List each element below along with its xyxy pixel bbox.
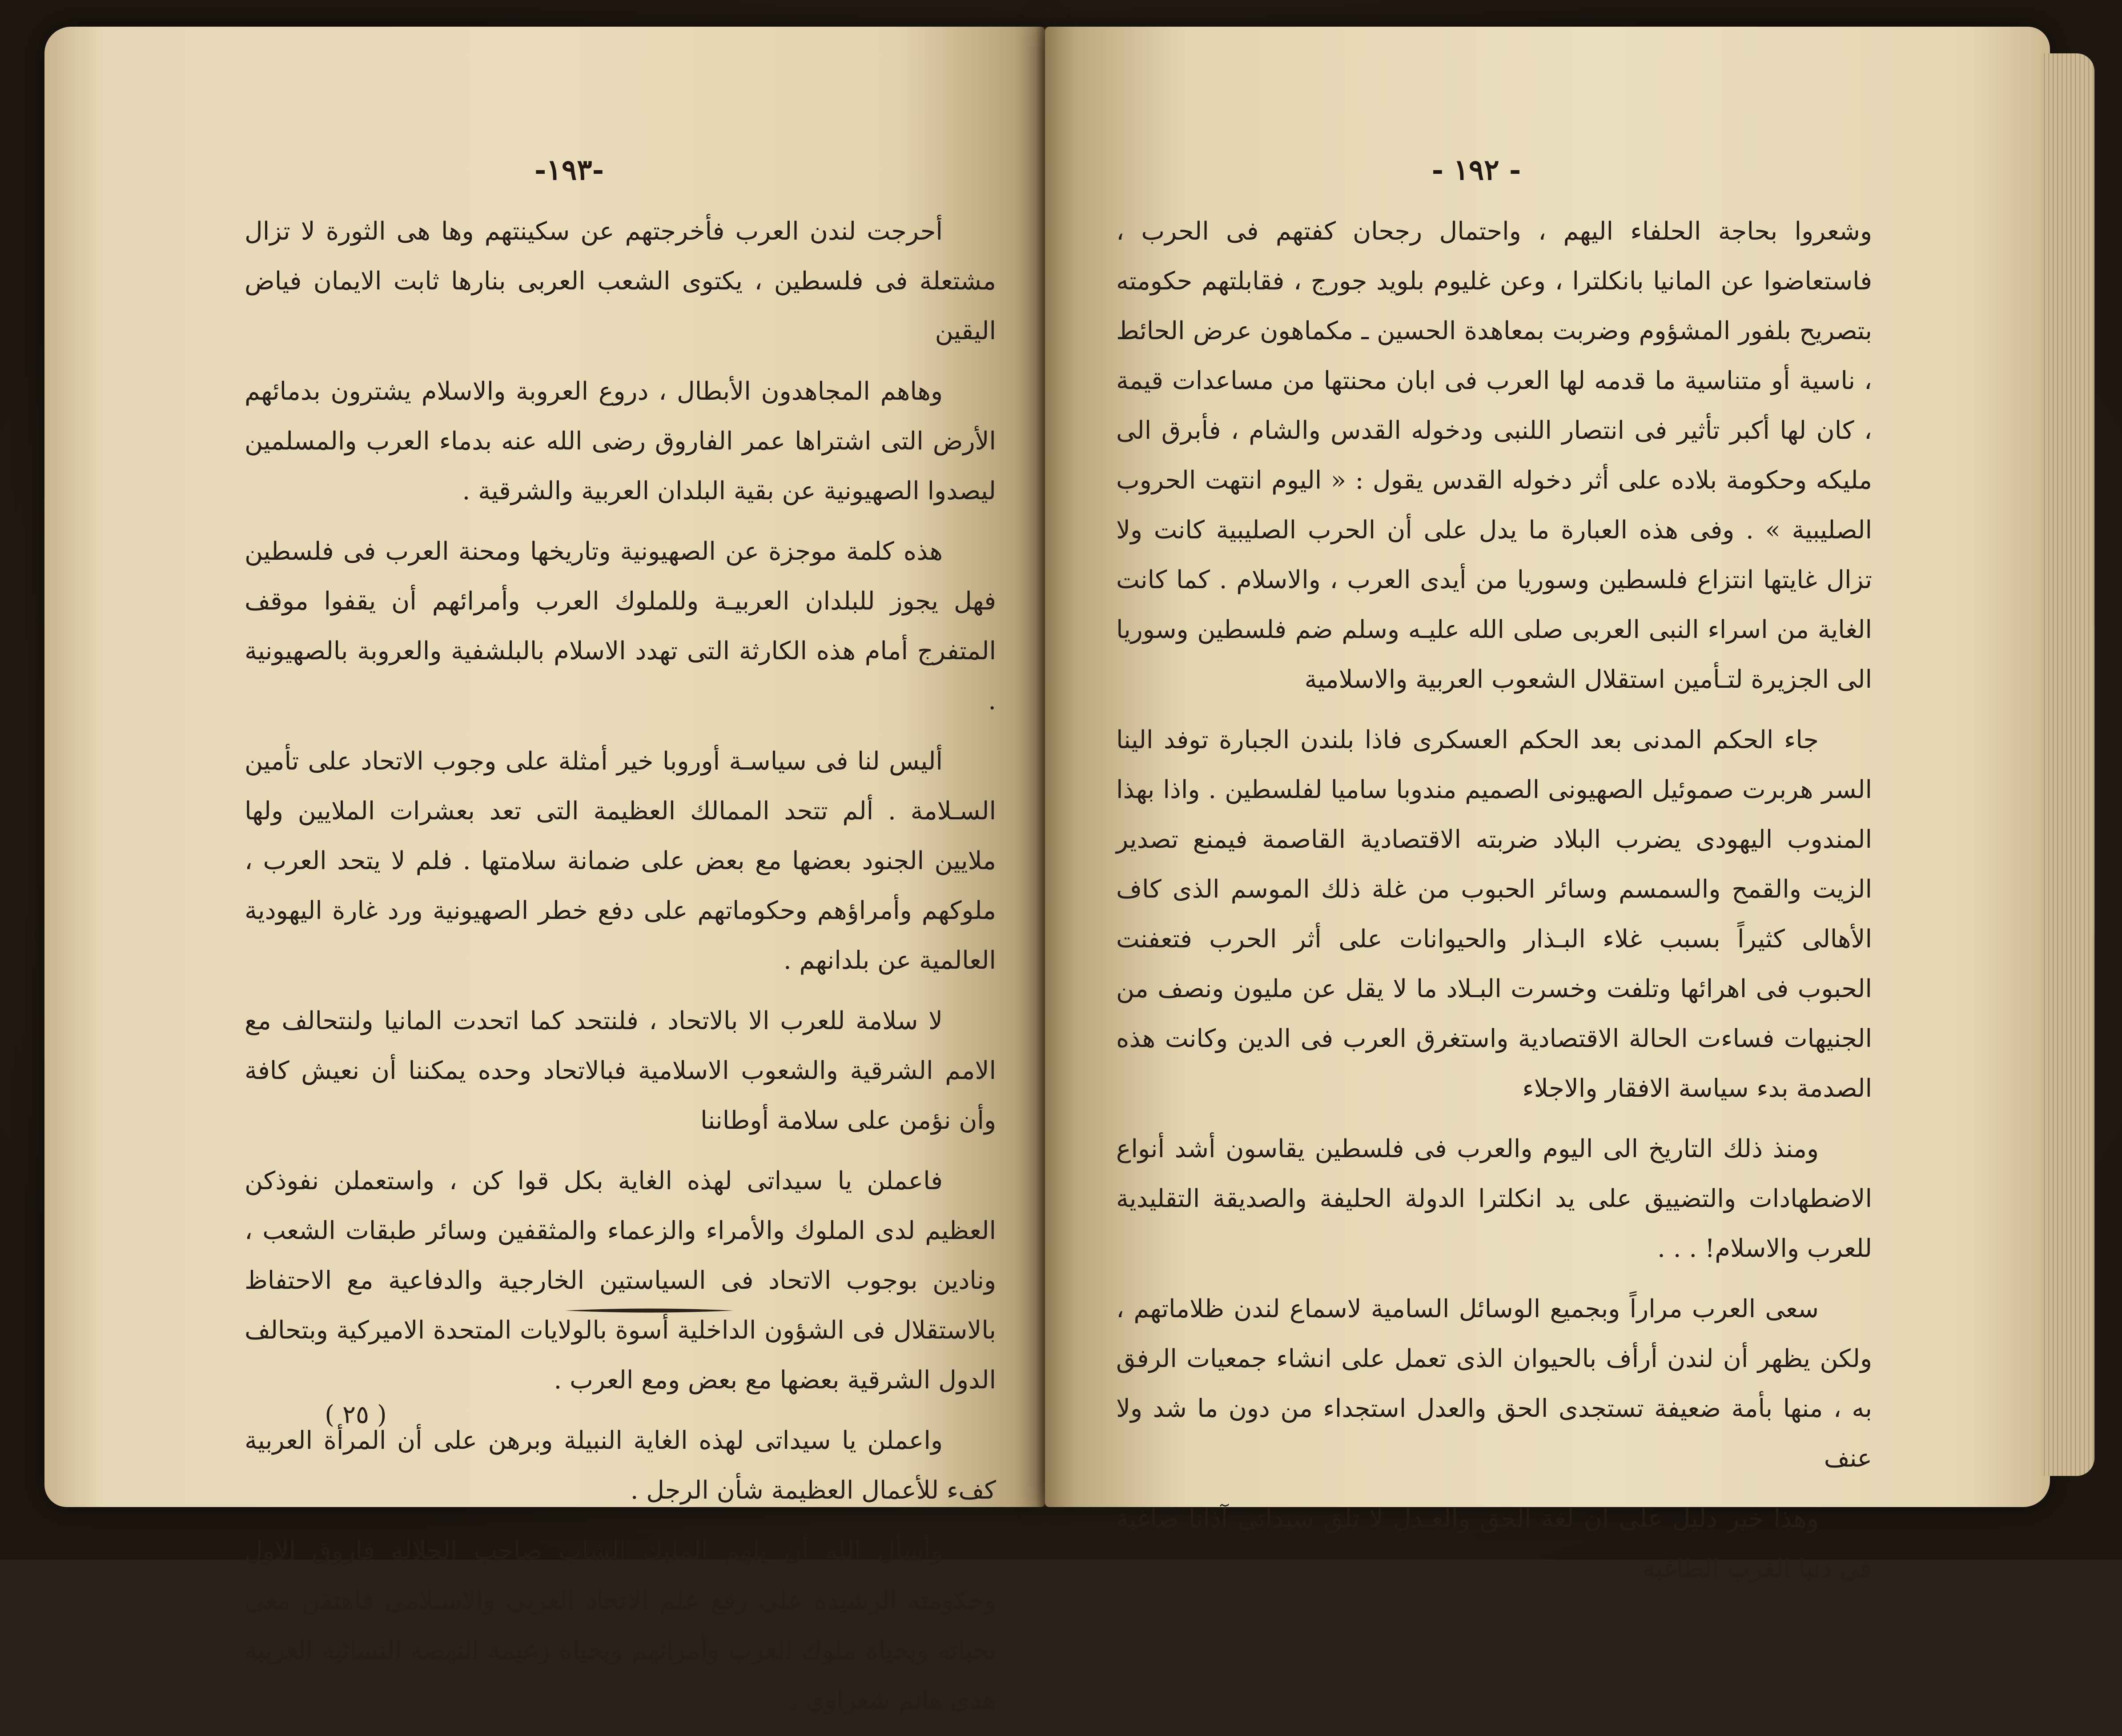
paragraph: هذه كلمة موجزة عن الصهيونية وتاريخها ومحنة العرب فى فلسطين فهل يجوز للبلدان العربيـة وللملوك العرب وأمرائهم أن يقفوا موقف المتفرج أمام هذه الكارثة التى تهدد الاسلام بالبلشفية والعروبة بالصهيونية .	[245, 537, 997, 715]
paragraph: ومنذ ذلك التاريخ الى اليوم والعرب فى فلسطين يقاسون أشد أنواع الاضطهادات والتضييق على يد انكلترا الدولة الحليفة والصديقة التقليدية للعرب والاسلام! . . .	[1116, 1135, 1872, 1263]
signature-mark: ( ٢٥ )	[325, 1400, 387, 1429]
paragraph: وأسأل الله أن يلهم المليك الشاب صاحب الجلالة فاروق الاول وحكومته الرشيدة على رفع علم الاتحاد العربى والاسـلامى فاهتفن معى بحياته وبحياة ملوك العرب وأمرائهم وبحياة زعيمة النهضة النسائية العربية هدى هانم شعراوى .	[245, 1536, 996, 1715]
paragraph: وهذا خير دليل على ان لغة الحق والعـدل لا تلق سيداتى آذانا صاغية فى دنيا الغرب الطاغية	[1116, 1504, 1872, 1583]
paragraph: وشعروا بحاجة الحلفاء اليهم ، واحتمال رجحان كفتهم فى الحرب ، فاستعاضوا عن المانيا بانكلترا ، وعن غليوم بلويد جورج ، فقابلتهم حكومته بتصريح بلفور المشؤوم وضربت بمعاهدة الحسين ـ مكماهون عرض الحائط ، ناسية أو متناسية ما قدمه لها العرب فى ابان محنتها من مساعدات قيمة ، كان لها أكبر تأثير فى انتصار اللنبى ودخوله القدس والشام ، فأبرق الى مليكه وحكومة بلاده على أثر دخوله القدس يقول : « اليوم انتهت الحروب الصليبية » . وفى هذه العبارة ما يدل على أن الحرب الصليبية كانت ولا تزال غايتها انتزاع فلسطين وسوريا من أيدى العرب ، والاسلام . كما كانت الغاية من اسراء النبى العربى صلى الله عليـه وسلم ضم فلسطين وسوريا الى الجزيرة لتـأمين استقلال الشعوب العربية والاسلامية	[1116, 217, 1872, 694]
paragraph: أليس لنا فى سياسـة أوروبا خير أمثلة على وجوب الاتحاد على تأمين السـلامة . ألم تتحد الممالك العظيمة التى تعد بعشرات الملايين ولها ملايين الجنود بعضها مع بعض على ضمانة سلامتها . فلم لا يتحد العرب ، ملوكهم وأمراؤهم وحكوماتهم على دفع خطر الصهيونية ورد غارة اليهودية العالمية عن بلدانهم .	[245, 747, 996, 975]
end-ornament	[565, 1307, 734, 1313]
paragraph: وهاهم المجاهدون الأبطال ، دروع العروبة والاسلام يشترون بدمائهم الأرض التى اشتراها عمر الفاروق رضى الله عنه بدماء العرب والمسلمين ليصدوا الصهيونية عن بقية البلدان العربية والشرقية .	[245, 377, 996, 505]
paragraph: واعملن يا سيداتى لهذه الغاية النبيلة وبرهن على أن المرأة العربية كفء للأعمال العظيمة شأن الرجل .	[245, 1426, 996, 1505]
page-edges	[2041, 53, 2094, 1476]
paragraph: سعى العرب مراراً وبجميع الوسائل السامية لاسماع لندن ظلاماتهم ، ولكن يظهر أن لندن أرأف بالحيوان الذى تعمل على انشاء جمعيات الرفق به ، منها بأمة ضعيفة تستجدى الحق والعدل استجداء من دون ما شد ولا عنف	[1116, 1295, 1872, 1473]
left-page-number: -١٩٣-	[534, 153, 604, 187]
paragraph: فاعملن يا سيداتى لهذه الغاية بكل قوا كن ، واستعملن نفوذكن العظيم لدى الملوك والأمراء والزعماء والمثقفين وسائر طبقات الشعب ، ونادين بوجوب الاتحاد فى السياستين الخارجية والدفاعية مع الاحتفاظ بالاستقلال فى الشؤون الداخلية أسوة بالولايات المتحدة الاميركية وبتحالف الدول الشرقية بعضها مع بعض ومع العرب .	[245, 1167, 996, 1395]
paragraph: أحرجت لندن العرب فأخرجتهم عن سكينتهم وها هى الثورة لا تزال مشتعلة فى فلسطين ، يكتوى الشعب العربى بنارها ثابت الايمان فياض اليقين	[245, 217, 996, 345]
right-page-number: - ١٩٢ -	[1431, 153, 1521, 187]
right-page-text	[1116, 207, 1872, 1604]
paragraph: لا سلامة للعرب الا بالاتحاد ، فلنتحد كما اتحدت المانيا ولنتحالف مع الامم الشرقية والشعوب الاسلامية فبالاتحاد وحده يمكننا أن نعيش كافة وأن نؤمن على سلامة أوطاننا	[245, 1006, 996, 1135]
paragraph: جاء الحكم المدنى بعد الحكم العسكرى فاذا بلندن الجبارة توفد الينا السر هربرت صموئيل الصهيونى الصميم مندوبا ساميا لفلسطين . واذا بهذا المندوب اليهودى يضرب البلاد ضربته الاقتصادية القاصمة فيمنع تصدير الزيت والقمح والسمسم وسائر الحبوب من غلة ذلك الموسم الذى كاف الأهالى كثيراً بسبب غلاء البـذار والحيوانات على أثر الحرب فتعفنت الحبوب فى اهرائها وتلفت وخسرت البـلاد ما لا يقل عن مليون ونصف من الجنيهات فساءت الحالة الاقتصادية واستغرق العرب فى الدين وكانت هذه الصدمة بدء سياسة الافقار والاجلاء	[1116, 726, 1873, 1103]
left-page-text	[245, 207, 996, 1736]
